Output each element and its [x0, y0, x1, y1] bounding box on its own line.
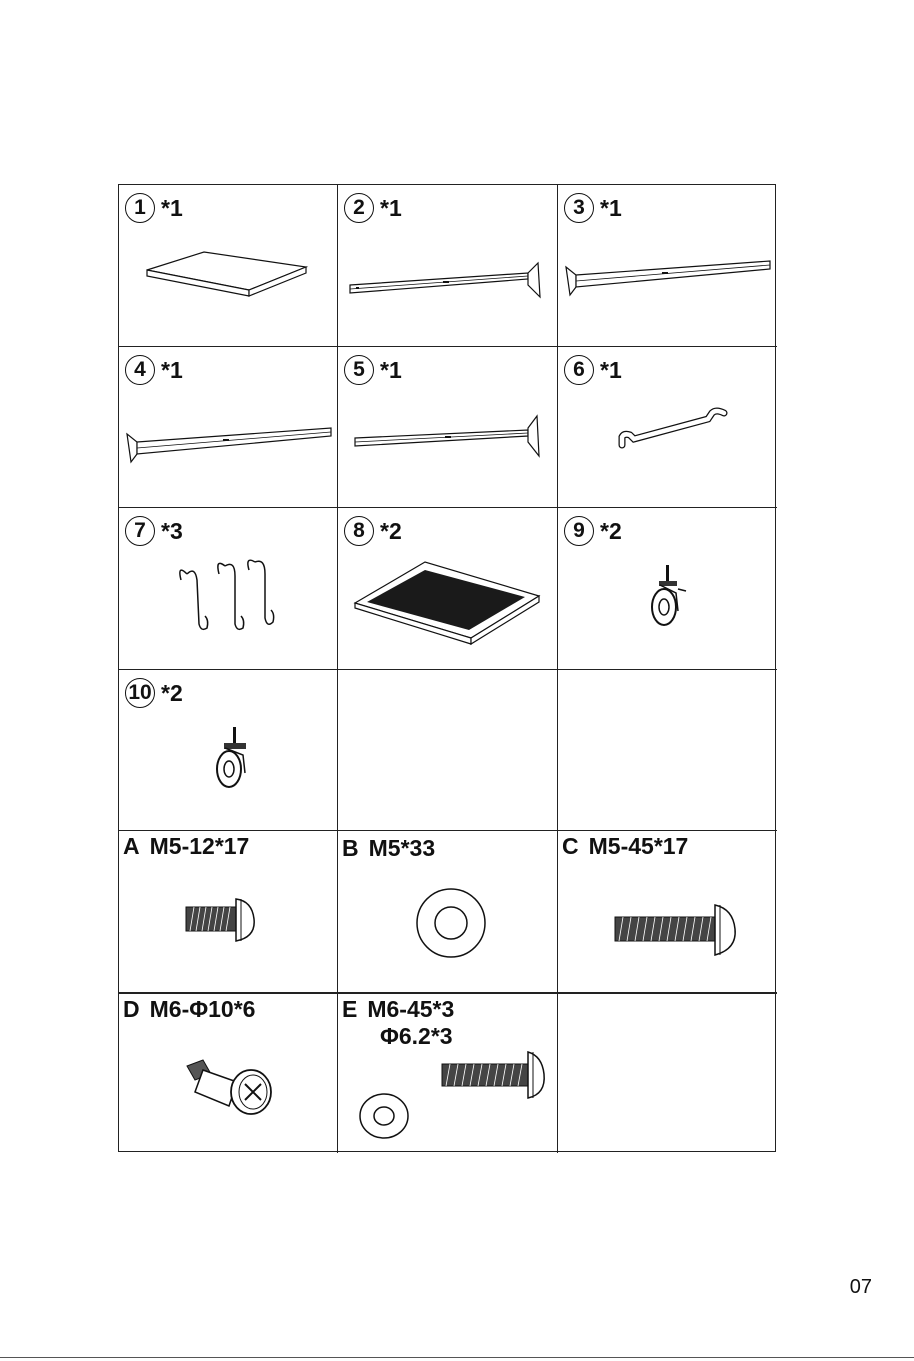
caster-wheel-icon [211, 725, 261, 790]
hardware-letter: B [342, 835, 359, 861]
part-cell-6 [558, 347, 777, 508]
rail-bar-icon [562, 255, 774, 300]
long-bolt-icon [613, 903, 738, 963]
hardware-letter: D [123, 996, 140, 1022]
part-cell-4 [119, 347, 338, 508]
part-number: 8 [344, 516, 374, 546]
part-quantity: *1 [380, 194, 402, 221]
shoulder-bolt-icon [181, 1052, 276, 1122]
part-number: 6 [564, 355, 594, 385]
parts-grid [118, 184, 776, 1152]
part-cell-10 [119, 670, 338, 831]
hardware-spec: M6-Φ10*6 [149, 996, 256, 1022]
part-quantity: *1 [161, 356, 183, 383]
empty-cell [558, 670, 777, 831]
rail-bar-icon [353, 412, 548, 462]
part-quantity: *2 [161, 679, 183, 706]
empty-cell [338, 670, 558, 831]
hardware-cell-d [119, 993, 338, 1153]
hardware-spec: M5-45*17 [588, 833, 689, 859]
panel-board-icon [144, 245, 309, 300]
part-number: 5 [344, 355, 374, 385]
empty-cell [558, 993, 777, 1153]
hardware-spec-2: Φ6.2*3 [380, 1023, 453, 1049]
part-quantity: *2 [600, 517, 622, 544]
hardware-letter: C [562, 833, 579, 859]
hardware-letter: A [123, 833, 140, 859]
part-number: 2 [344, 193, 374, 223]
hardware-spec: M5-12*17 [149, 833, 250, 859]
hardware-cell-e [338, 993, 558, 1153]
part-number: 10 [125, 678, 155, 708]
part-quantity: *3 [161, 517, 183, 544]
part-number: 9 [564, 516, 594, 546]
rail-bar-icon [348, 255, 548, 305]
hardware-cell-b [338, 831, 558, 993]
part-cell-9 [558, 508, 777, 670]
hardware-letter: E [342, 996, 358, 1022]
page-divider [0, 1357, 914, 1358]
rail-bar-icon [123, 422, 335, 467]
part-cell-1 [119, 185, 338, 347]
part-quantity: *1 [600, 356, 622, 383]
part-quantity: *1 [600, 194, 622, 221]
part-number: 3 [564, 193, 594, 223]
caster-wheel-icon [646, 563, 691, 628]
part-number: 7 [125, 516, 155, 546]
part-number: 1 [125, 193, 155, 223]
part-quantity: *2 [380, 517, 402, 544]
hardware-cell-c [558, 831, 777, 993]
washer-icon [414, 886, 488, 960]
part-quantity: *1 [380, 356, 402, 383]
handle-bar-icon [616, 405, 731, 455]
bolt-icon [184, 893, 259, 948]
hardware-spec: M5*33 [368, 835, 436, 861]
part-number: 4 [125, 355, 155, 385]
hardware-cell-a [119, 831, 338, 993]
part-cell-8 [338, 508, 558, 670]
part-cell-5 [338, 347, 558, 508]
part-cell-2 [338, 185, 558, 347]
part-cell-3 [558, 185, 777, 347]
s-hook-icon [169, 558, 284, 638]
part-quantity: *1 [161, 194, 183, 221]
bolt-and-washer-icon [356, 1050, 556, 1145]
page-number: 07 [849, 1276, 872, 1298]
hardware-spec: M6-45*3 [367, 996, 455, 1022]
tray-icon [353, 558, 543, 653]
part-cell-7 [119, 508, 338, 670]
